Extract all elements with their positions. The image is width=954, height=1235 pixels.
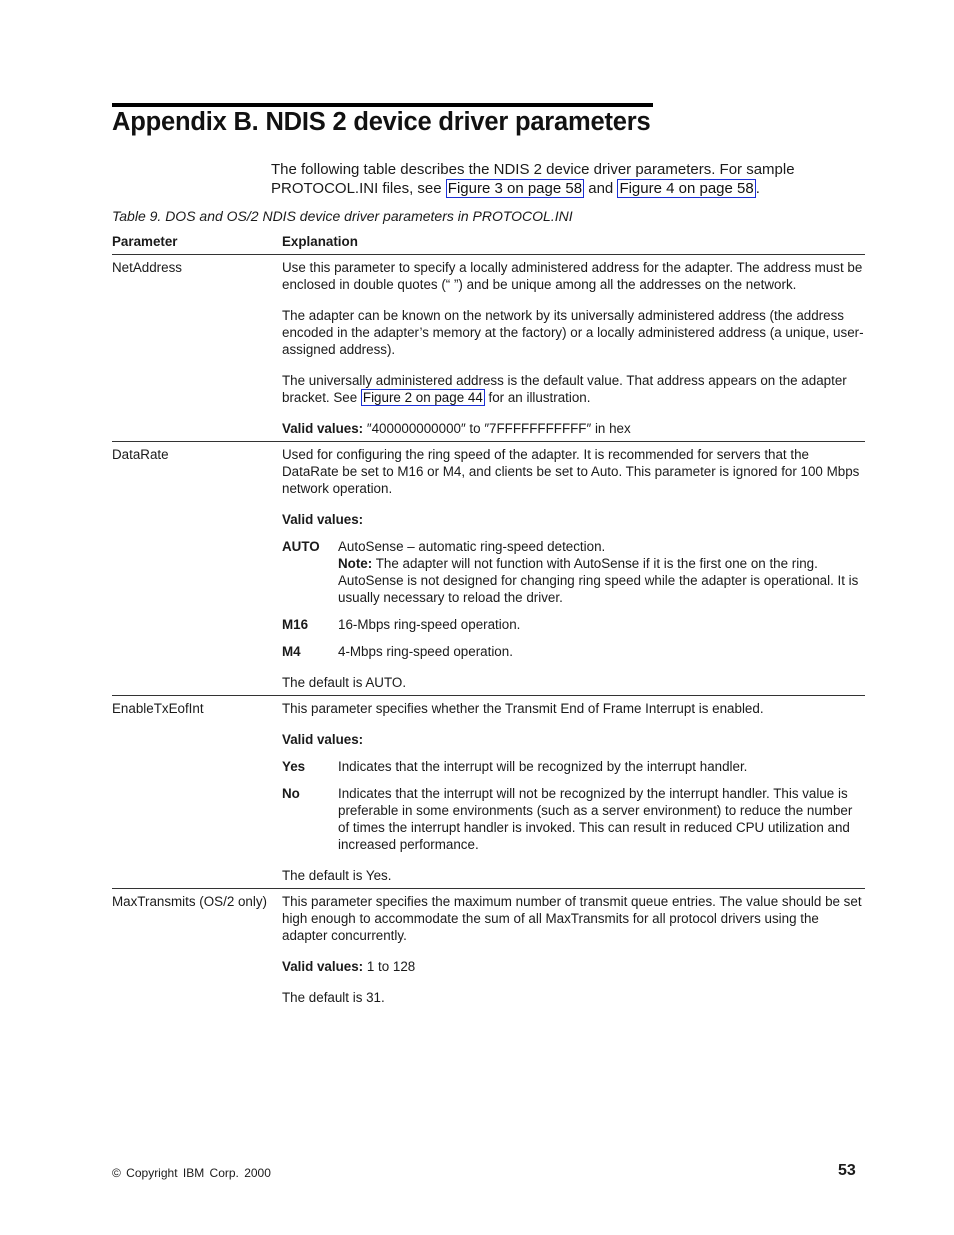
datarate-default: The default is AUTO. [282,675,407,690]
valid-values-label: Valid values: [282,421,364,436]
auto-note [338,555,865,606]
term-no: No [282,786,300,801]
title-rule [112,103,653,107]
definition-auto [282,538,865,606]
desc-m4: 4-Mbps ring-speed operation. [338,644,513,659]
table-header [112,233,865,255]
note-text: The adapter will not function with AutoSense if it is the first one on the ring. AutoSense is not designed for changing ring speed while the adapter is operational. It is usually necessary to reload the driver. [338,556,859,605]
valid-values-label: Valid values: [282,959,364,974]
intro-paragraph [271,160,861,198]
param-explanation [282,700,865,888]
figure-3-link[interactable]: Figure 3 on page 58 [447,180,583,197]
valid-values-value: ″400000000000″ to ″7FFFFFFFFFFF″ in hex [363,421,631,436]
valid-values-label: Valid values: [282,512,364,527]
table-row-maxtransmits [112,889,865,1010]
param-explanation [282,446,865,695]
netaddress-p1: Use this parameter to specify a locally administered address for the adapter. The address must be enclosed in double quotes (“ ”) and be unique among all the addresses on the network. [282,260,863,292]
table-caption: Table 9. DOS and OS/2 NDIS device driver parameters in PROTOCOL.INI [112,208,573,224]
term-m16: M16 [282,617,309,632]
maxtransmits-valid-values [282,958,865,975]
table-row-netaddress [112,255,865,442]
maxtransmits-default: The default is 31. [282,990,385,1005]
enabletxeofint-p1: This parameter specifies whether the Transmit End of Frame Interrupt is enabled. [282,701,764,716]
header-explanation: Explanation [282,234,358,249]
auto-description: AutoSense – automatic ring-speed detection. [338,539,606,554]
definition-m4 [282,643,865,660]
intro-text-middle: and [584,180,618,197]
desc-m16: 16-Mbps ring-speed operation. [338,617,521,632]
table-row-datarate [112,442,865,696]
param-explanation [282,893,865,1010]
intro-text-after: . [755,180,760,197]
netaddress-p2: The adapter can be known on the network by its universally administered address (the address encoded in the adapter’s memory at the factory) or a locally administered address (a unique, user-assigned address). [282,308,864,357]
term-m4: M4 [282,644,301,659]
intro-text-before: The following table describes the NDIS 2 device driver parameters. For sample PROTOCOL.INI files, see [271,161,795,197]
header-parameter: Parameter [112,234,178,249]
netaddress-p3 [282,372,865,406]
netaddress-valid-values [282,420,865,437]
table-row-enabletxeofint [112,696,865,889]
term-yes: Yes [282,759,306,774]
desc-no: Indicates that the interrupt will not be recognized by the interrupt handler. This value is preferable in some environments (such as a server environment) to reduce the number of times the interrupt handler is invoked. This can result in reduced CPU utilization and increased performance. [338,786,853,852]
desc-yes: Indicates that the interrupt will be recognized by the interrupt handler. [338,759,748,774]
definition-no [282,785,865,853]
copyright-notice: © Copyright IBM Corp. 2000 [112,1166,271,1180]
param-name: MaxTransmits (OS/2 only) [112,894,268,909]
valid-values-value: 1 to 128 [363,959,416,974]
valid-values-label: Valid values: [282,732,364,747]
param-name: DataRate [112,447,169,462]
netaddress-p3-before: The universally administered address is the default value. That address appears on the adapter bracket. See [282,373,847,405]
datarate-p1: Used for configuring the ring speed of the adapter. It is recommended for servers that the DataRate be set to M16 or M4, and clients be set to Auto. This parameter is ignored for 100 Mbps network operation. [282,447,860,496]
parameters-table [112,233,865,1010]
page-number: 53 [838,1162,856,1179]
param-name: NetAddress [112,260,182,275]
figure-2-link[interactable]: Figure 2 on page 44 [362,390,483,405]
param-explanation [282,259,865,441]
enabletxeofint-default: The default is Yes. [282,868,392,883]
page-title: Appendix B. NDIS 2 device driver parameters [112,108,651,136]
term-auto: AUTO [282,539,320,554]
note-label: Note: [338,556,373,571]
figure-4-link[interactable]: Figure 4 on page 58 [619,180,754,197]
param-name: EnableTxEofInt [112,701,204,716]
desc-auto [338,538,865,606]
maxtransmits-p1: This parameter specifies the maximum number of transmit queue entries. The value should be set high enough to accommodate the sum of all MaxTransmits for all protocol drivers using the adapter concurrently. [282,894,862,943]
definition-yes [282,758,865,775]
netaddress-p3-after: for an illustration. [484,390,591,405]
definition-m16 [282,616,865,633]
